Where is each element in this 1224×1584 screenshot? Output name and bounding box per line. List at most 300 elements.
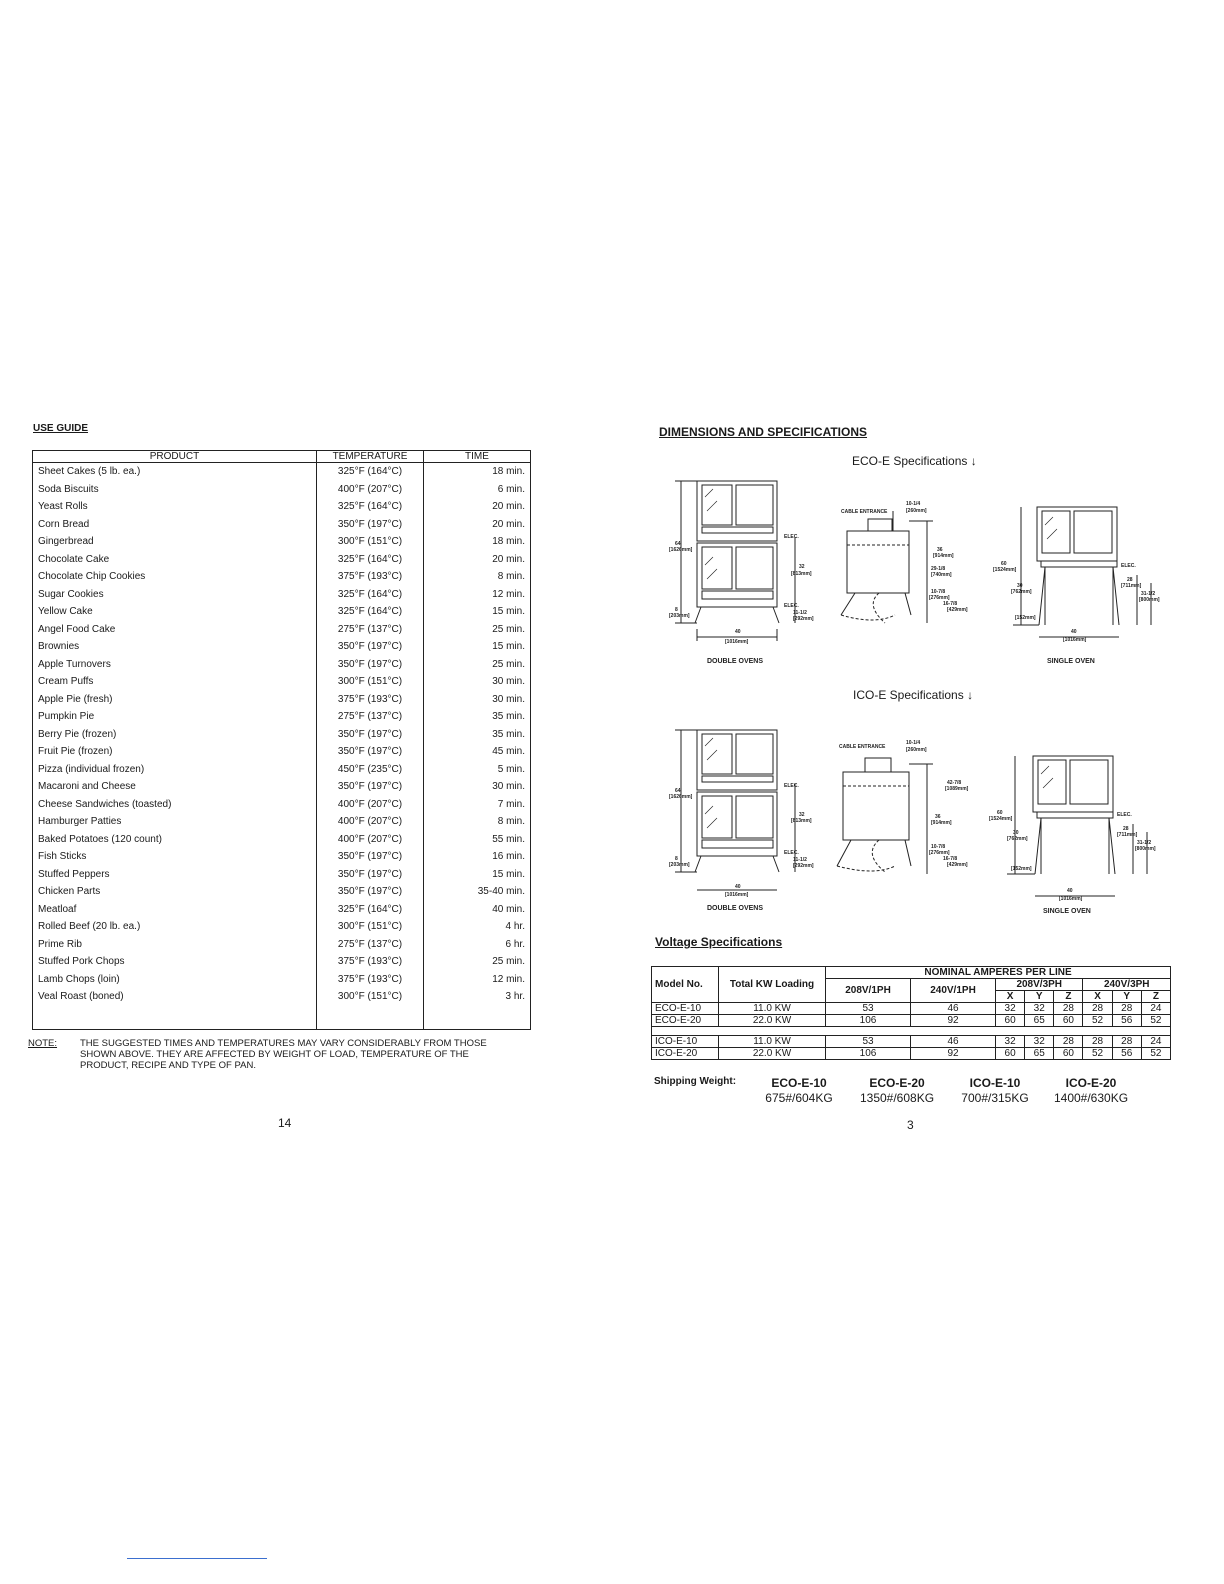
- eco-o-mid: 30: [1017, 583, 1023, 589]
- amperes-cell: 56: [1112, 1015, 1141, 1027]
- amperes-cell: 60: [996, 1048, 1025, 1060]
- eco-o-stand: 31-1/2: [1141, 591, 1156, 597]
- ico-o-width: 40: [1067, 888, 1073, 894]
- eco-single-elec: ELEC.: [1121, 563, 1136, 569]
- product-cell: Berry Pie (frozen): [33, 726, 317, 744]
- ico-s-depth: 42-7/8: [947, 780, 962, 786]
- eco-s-depth-mm: [914mm]: [933, 553, 954, 559]
- ico-double-ovens-label: DOUBLE OVENS: [707, 905, 764, 912]
- product-cell: Gingerbread: [33, 533, 317, 551]
- amperes-cell: 56: [1112, 1048, 1141, 1060]
- ico-elec-label-2: ELEC.: [784, 850, 799, 856]
- table-row: [33, 813, 531, 831]
- use-guide-title: USE GUIDE: [33, 423, 89, 434]
- eco-e-diagrams: [665, 475, 1165, 675]
- ico-o-stand-mm: [800mm]: [1135, 846, 1156, 852]
- temperature-cell: 375°F (193°C): [317, 691, 424, 709]
- shipping-weight: [654, 1076, 1174, 1116]
- voltage-header-row-1: [652, 967, 1171, 979]
- product-cell: Sugar Cookies: [33, 586, 317, 604]
- shipping-weight-value: 1350#/608KG: [859, 1091, 935, 1105]
- table-row: [33, 883, 531, 901]
- temperature-cell: 275°F (137°C): [317, 708, 424, 726]
- ico-e-diagrams: [665, 720, 1165, 920]
- shipping-item: [852, 1076, 942, 1105]
- product-cell: Sheet Cakes (5 lb. ea.): [33, 463, 317, 481]
- time-cell: 30 min.: [424, 778, 531, 796]
- temperature-cell: 350°F (197°C): [317, 638, 424, 656]
- temperature-cell: 350°F (197°C): [317, 656, 424, 674]
- amperes-cell: 52: [1141, 1015, 1170, 1027]
- phase-header: Y: [1112, 991, 1141, 1003]
- ico-s-low2: 16-7/8: [943, 856, 958, 862]
- eco-s-low2-mm: [429mm]: [947, 607, 968, 613]
- shipping-label: Shipping Weight:: [654, 1076, 737, 1087]
- table-row: [33, 568, 531, 586]
- temperature-cell: 375°F (193°C): [317, 971, 424, 989]
- table-row: [652, 1048, 1171, 1060]
- ico-e-heading: [853, 688, 973, 702]
- ico-s-low1: 10-7/8: [931, 844, 946, 850]
- column-header-temperature: TEMPERATURE: [317, 451, 424, 463]
- temperature-cell: 375°F (193°C): [317, 568, 424, 586]
- eco-side-view-drawing: [841, 511, 933, 623]
- time-cell: 55 min.: [424, 831, 531, 849]
- column-header-product: PRODUCT: [33, 451, 317, 463]
- eco-double-ovens-drawing: [675, 481, 795, 641]
- dimensions-title: DIMENSIONS AND SPECIFICATIONS: [659, 425, 868, 439]
- amperes-cell: 32: [1025, 1003, 1054, 1015]
- eco-d-height-mm: [1626mm]: [669, 547, 693, 553]
- temperature-cell: 325°F (164°C): [317, 901, 424, 919]
- ico-s-depth-mm: [1089mm]: [945, 786, 969, 792]
- time-cell: 45 min.: [424, 743, 531, 761]
- amperes-cell: 46: [911, 1036, 996, 1048]
- time-cell: 20 min.: [424, 551, 531, 569]
- shipping-weight-value: 675#/604KG: [765, 1091, 833, 1105]
- eco-s-top-mm: [260mm]: [906, 508, 927, 514]
- ico-o-leg-mm: [152mm]: [1011, 866, 1032, 872]
- model-cell: ECO-E-20: [652, 1015, 719, 1027]
- table-row: [33, 866, 531, 884]
- column-header-time: TIME: [424, 451, 531, 463]
- table-row: [33, 516, 531, 534]
- temperature-cell: 325°F (164°C): [317, 603, 424, 621]
- table-row: [33, 498, 531, 516]
- temperature-cell: 300°F (151°C): [317, 918, 424, 936]
- temperature-cell: 350°F (197°C): [317, 726, 424, 744]
- time-cell: 25 min.: [424, 621, 531, 639]
- eco-d-height: 64: [675, 541, 681, 547]
- product-cell: Cheese Sandwiches (toasted): [33, 796, 317, 814]
- table-row: [33, 621, 531, 639]
- amperes-cell: 28: [1083, 1003, 1112, 1015]
- model-cell: ICO-E-10: [652, 1036, 719, 1048]
- eco-single-oven-label: SINGLE OVEN: [1047, 658, 1095, 665]
- temperature-cell: 400°F (207°C): [317, 796, 424, 814]
- page-number-right: 3: [907, 1118, 914, 1132]
- temperature-cell: 325°F (164°C): [317, 551, 424, 569]
- ico-single-elec: ELEC.: [1117, 812, 1132, 818]
- time-cell: 25 min.: [424, 656, 531, 674]
- temperature-cell: 350°F (197°C): [317, 516, 424, 534]
- table-row: [33, 603, 531, 621]
- ico-single-oven-label: SINGLE OVEN: [1043, 908, 1091, 915]
- table-row: [33, 691, 531, 709]
- eco-o-height-mm: [1524mm]: [993, 567, 1017, 573]
- eco-o-stand-mm: [800mm]: [1139, 597, 1160, 603]
- shipping-weight-value: 700#/315KG: [961, 1091, 1029, 1105]
- eco-d-width-mm: [1016mm]: [725, 639, 749, 645]
- product-cell: Chicken Parts: [33, 883, 317, 901]
- product-cell: Rolled Beef (20 lb. ea.): [33, 918, 317, 936]
- eco-o-width: 40: [1071, 629, 1077, 635]
- product-cell: Yellow Cake: [33, 603, 317, 621]
- amperes-cell: 60: [1054, 1015, 1083, 1027]
- table-row: [33, 848, 531, 866]
- column-header-kw: Total KW Loading: [719, 967, 826, 1003]
- temperature-cell: 350°F (197°C): [317, 883, 424, 901]
- product-cell: Fish Sticks: [33, 848, 317, 866]
- table-row: [33, 551, 531, 569]
- product-cell: Chocolate Cake: [33, 551, 317, 569]
- ico-d-elec1: 32: [799, 812, 805, 818]
- note-label: NOTE:: [28, 1038, 58, 1049]
- table-row: [33, 656, 531, 674]
- amperes-cell: 28: [1054, 1036, 1083, 1048]
- product-cell: Chocolate Chip Cookies: [33, 568, 317, 586]
- ico-o-elec: 28: [1123, 826, 1129, 832]
- empty-cell: [33, 1006, 317, 1030]
- eco-elec-label-2: ELEC.: [784, 603, 799, 609]
- temperature-cell: 325°F (164°C): [317, 463, 424, 481]
- time-cell: 35 min.: [424, 726, 531, 744]
- time-cell: 8 min.: [424, 813, 531, 831]
- time-cell: 35-40 min.: [424, 883, 531, 901]
- note-line: PRODUCT, RECIPE AND TYPE OF PAN.: [80, 1060, 256, 1071]
- arrow-down-icon: ↓: [970, 454, 977, 468]
- table-row: [33, 726, 531, 744]
- eco-s-mid-mm: [740mm]: [931, 572, 952, 578]
- temperature-cell: 300°F (151°C): [317, 533, 424, 551]
- temperature-cell: 350°F (197°C): [317, 743, 424, 761]
- eco-s-top: 10-1/4: [906, 501, 921, 507]
- amperes-cell: 65: [1025, 1048, 1054, 1060]
- ico-s-top-mm: [260mm]: [906, 747, 927, 753]
- eco-o-leg-mm: [152mm]: [1015, 615, 1036, 621]
- product-cell: Brownies: [33, 638, 317, 656]
- time-cell: 6 hr.: [424, 936, 531, 954]
- ico-o-stand: 31-1/2: [1137, 840, 1152, 846]
- amperes-cell: 53: [826, 1003, 911, 1015]
- product-cell: Corn Bread: [33, 516, 317, 534]
- ico-s-low2-mm: [429mm]: [947, 862, 968, 868]
- note-line: THE SUGGESTED TIMES AND TEMPERATURES MAY VARY CONSIDERABLY FROM THOSE: [80, 1038, 487, 1049]
- eco-cable-entrance: CABLE ENTRANCE: [841, 509, 888, 515]
- time-cell: 30 min.: [424, 673, 531, 691]
- eco-s-low1: 10-7/8: [931, 589, 946, 595]
- time-cell: 8 min.: [424, 568, 531, 586]
- eco-s-low1-mm: [276mm]: [929, 595, 950, 601]
- table-row: [33, 918, 531, 936]
- eco-s-depth: 36: [937, 547, 943, 553]
- note-line: SHOWN ABOVE. THEY ARE AFFECTED BY WEIGHT OF LOAD, TEMPERATURE OF THE: [80, 1049, 469, 1060]
- temperature-cell: 400°F (207°C): [317, 831, 424, 849]
- ico-d-elec2-mm: [292mm]: [793, 863, 814, 869]
- ico-d-elec1-mm: [813mm]: [791, 818, 812, 824]
- amperes-cell: 46: [911, 1003, 996, 1015]
- product-cell: Prime Rib: [33, 936, 317, 954]
- table-row: [652, 1003, 1171, 1015]
- ico-elec-label: ELEC.: [784, 783, 799, 789]
- table-row: [33, 533, 531, 551]
- table-row: [33, 638, 531, 656]
- product-cell: Yeast Rolls: [33, 498, 317, 516]
- time-cell: 40 min.: [424, 901, 531, 919]
- eco-d-leg-mm: [203mm]: [669, 613, 690, 619]
- table-row: [33, 481, 531, 499]
- ico-o-height-mm: [1524mm]: [989, 816, 1013, 822]
- group-header: 240V/1PH: [911, 979, 996, 1003]
- product-cell: Lamb Chops (loin): [33, 971, 317, 989]
- model-cell: ICO-E-20: [652, 1048, 719, 1060]
- product-cell: Stuffed Pork Chops: [33, 953, 317, 971]
- table-row: [33, 796, 531, 814]
- phase-header: Z: [1054, 991, 1083, 1003]
- ico-o-mid-mm: [762mm]: [1007, 836, 1028, 842]
- table-row: [33, 743, 531, 761]
- table-gap-row: [652, 1027, 1171, 1036]
- eco-o-elec: 28: [1127, 577, 1133, 583]
- temperature-cell: 400°F (207°C): [317, 481, 424, 499]
- time-cell: 7 min.: [424, 796, 531, 814]
- ico-side-view-drawing: [837, 758, 933, 874]
- amperes-cell: 53: [826, 1036, 911, 1048]
- amperes-cell: 28: [1112, 1036, 1141, 1048]
- temperature-cell: 450°F (235°C): [317, 761, 424, 779]
- table-row: [33, 708, 531, 726]
- nominal-amperes-header: NOMINAL AMPERES PER LINE: [826, 967, 1171, 979]
- divider-line: [127, 1558, 267, 1559]
- product-cell: Apple Turnovers: [33, 656, 317, 674]
- group-header: 208V/1PH: [826, 979, 911, 1003]
- temperature-cell: 325°F (164°C): [317, 586, 424, 604]
- eco-d-elec2-mm: [292mm]: [793, 616, 814, 622]
- ico-d-elec2: 11-1/2: [793, 857, 807, 863]
- table-row: [33, 778, 531, 796]
- time-cell: 12 min.: [424, 586, 531, 604]
- amperes-cell: 32: [1025, 1036, 1054, 1048]
- time-cell: 25 min.: [424, 953, 531, 971]
- shipping-item: [754, 1076, 844, 1105]
- ico-double-ovens-drawing: [675, 730, 795, 890]
- product-cell: Soda Biscuits: [33, 481, 317, 499]
- time-cell: 30 min.: [424, 691, 531, 709]
- temperature-cell: 300°F (151°C): [317, 673, 424, 691]
- voltage-table: [651, 966, 1171, 1060]
- product-cell: Fruit Pie (frozen): [33, 743, 317, 761]
- kw-cell: 22.0 KW: [719, 1015, 826, 1027]
- time-cell: 18 min.: [424, 463, 531, 481]
- empty-cell: [317, 1006, 424, 1030]
- time-cell: 5 min.: [424, 761, 531, 779]
- ico-d-height-mm: [1626mm]: [669, 794, 693, 800]
- ico-o-elec-mm: [711mm]: [1117, 832, 1138, 838]
- eco-elec-label: ELEC.: [784, 534, 799, 540]
- ico-d-width-mm: [1016mm]: [725, 892, 749, 898]
- time-cell: 18 min.: [424, 533, 531, 551]
- ico-d-width: 40: [735, 884, 741, 890]
- amperes-cell: 32: [996, 1003, 1025, 1015]
- time-cell: 20 min.: [424, 516, 531, 534]
- eco-o-height: 60: [1001, 561, 1007, 567]
- time-cell: 4 hr.: [424, 918, 531, 936]
- time-cell: 20 min.: [424, 498, 531, 516]
- ico-cable-entrance: CABLE ENTRANCE: [839, 744, 886, 750]
- ico-o-height: 60: [997, 810, 1003, 816]
- shipping-model: ICO-E-20: [1065, 1076, 1117, 1090]
- table-row: [33, 953, 531, 971]
- eco-o-width-mm: [1016mm]: [1063, 637, 1087, 643]
- time-cell: 15 min.: [424, 866, 531, 884]
- voltage-body: [652, 1003, 1171, 1060]
- product-cell: Cream Puffs: [33, 673, 317, 691]
- shipping-weight-value: 1400#/630KG: [1053, 1091, 1129, 1105]
- amperes-cell: 52: [1083, 1048, 1112, 1060]
- amperes-cell: 28: [1054, 1003, 1083, 1015]
- phase-header: X: [996, 991, 1025, 1003]
- temperature-cell: 375°F (193°C): [317, 953, 424, 971]
- table-row: [33, 988, 531, 1006]
- table-row: [33, 586, 531, 604]
- shipping-model: ICO-E-10: [969, 1076, 1021, 1090]
- phase-header: X: [1083, 991, 1112, 1003]
- eco-o-mid-mm: [762mm]: [1011, 589, 1032, 595]
- temperature-cell: 275°F (137°C): [317, 936, 424, 954]
- time-cell: 16 min.: [424, 848, 531, 866]
- amperes-cell: 24: [1141, 1036, 1170, 1048]
- eco-d-width: 40: [735, 629, 741, 635]
- table-row: [652, 1015, 1171, 1027]
- phase-header: Z: [1141, 991, 1170, 1003]
- ico-o-mid: 30: [1013, 830, 1019, 836]
- voltage-title: Voltage Specifications: [655, 935, 783, 949]
- table-row: [33, 761, 531, 779]
- table-row: [33, 971, 531, 989]
- product-cell: Angel Food Cake: [33, 621, 317, 639]
- ico-d-height: 64: [675, 788, 681, 794]
- ico-s-top: 10-1/4: [906, 740, 921, 746]
- time-cell: 35 min.: [424, 708, 531, 726]
- table-row: [33, 901, 531, 919]
- shipping-model: ECO-E-20: [869, 1076, 925, 1090]
- ico-d-leg: 8: [675, 856, 678, 862]
- product-cell: Meatloaf: [33, 901, 317, 919]
- amperes-cell: 28: [1083, 1036, 1112, 1048]
- temperature-cell: 300°F (151°C): [317, 988, 424, 1006]
- product-cell: Veal Roast (boned): [33, 988, 317, 1006]
- amperes-cell: 92: [911, 1015, 996, 1027]
- shipping-item: [1046, 1076, 1136, 1105]
- product-cell: Stuffed Peppers: [33, 866, 317, 884]
- eco-d-leg: 8: [675, 607, 678, 613]
- shipping-model: ECO-E-10: [771, 1076, 827, 1090]
- amperes-cell: 52: [1141, 1048, 1170, 1060]
- product-cell: Apple Pie (fresh): [33, 691, 317, 709]
- amperes-cell: 24: [1141, 1003, 1170, 1015]
- temperature-cell: 400°F (207°C): [317, 813, 424, 831]
- table-row: [33, 831, 531, 849]
- amperes-cell: 106: [826, 1048, 911, 1060]
- eco-d-elec1-mm: [813mm]: [791, 571, 812, 577]
- table-row: [652, 1036, 1171, 1048]
- temperature-cell: 350°F (197°C): [317, 848, 424, 866]
- column-header-model: Model No.: [652, 967, 719, 1003]
- ico-s-mid-mm: [914mm]: [931, 820, 952, 826]
- ico-e-heading-text: ICO-E Specifications: [853, 688, 964, 702]
- table-filler-row: [33, 1006, 531, 1030]
- time-cell: 15 min.: [424, 638, 531, 656]
- product-cell: Pumpkin Pie: [33, 708, 317, 726]
- temperature-cell: 350°F (197°C): [317, 778, 424, 796]
- ico-s-mid: 36: [935, 814, 941, 820]
- shipping-item: [950, 1076, 1040, 1105]
- temperature-cell: 325°F (164°C): [317, 498, 424, 516]
- amperes-cell: 28: [1112, 1003, 1141, 1015]
- amperes-cell: 65: [1025, 1015, 1054, 1027]
- use-guide-table: [32, 450, 531, 1030]
- empty-cell: [424, 1006, 531, 1030]
- phase-header: Y: [1025, 991, 1054, 1003]
- ico-d-leg-mm: [203mm]: [669, 862, 690, 868]
- product-cell: Hamburger Patties: [33, 813, 317, 831]
- amperes-cell: 32: [996, 1036, 1025, 1048]
- group-header: 208V/3PH: [996, 979, 1083, 991]
- eco-e-heading-text: ECO-E Specifications: [852, 454, 968, 468]
- time-cell: 12 min.: [424, 971, 531, 989]
- eco-o-elec-mm: [711mm]: [1121, 583, 1142, 589]
- page-number-left: 14: [278, 1116, 292, 1130]
- group-header: 240V/3PH: [1083, 979, 1171, 991]
- product-cell: Macaroni and Cheese: [33, 778, 317, 796]
- time-cell: 6 min.: [424, 481, 531, 499]
- arrow-down-icon: ↓: [967, 688, 974, 702]
- table-row: [33, 936, 531, 954]
- table-row: [33, 463, 531, 481]
- ico-o-width-mm: [1016mm]: [1059, 896, 1083, 902]
- ico-s-low1-mm: [276mm]: [929, 850, 950, 856]
- eco-d-elec2: 11-1/2: [793, 610, 807, 616]
- eco-e-heading: [852, 454, 977, 468]
- eco-s-mid: 29-1/8: [931, 566, 946, 572]
- kw-cell: 11.0 KW: [719, 1003, 826, 1015]
- kw-cell: 11.0 KW: [719, 1036, 826, 1048]
- amperes-cell: 60: [1054, 1048, 1083, 1060]
- table-row: [33, 673, 531, 691]
- amperes-cell: 60: [996, 1015, 1025, 1027]
- table-header-row: [33, 451, 531, 463]
- eco-d-elec1: 32: [799, 564, 805, 570]
- temperature-cell: 275°F (137°C): [317, 621, 424, 639]
- time-cell: 3 hr.: [424, 988, 531, 1006]
- time-cell: 15 min.: [424, 603, 531, 621]
- amperes-cell: 106: [826, 1015, 911, 1027]
- kw-cell: 22.0 KW: [719, 1048, 826, 1060]
- temperature-cell: 350°F (197°C): [317, 866, 424, 884]
- gap-cell: [652, 1027, 1171, 1036]
- use-guide-body: [33, 463, 531, 1030]
- eco-s-low2: 16-7/8: [943, 601, 958, 607]
